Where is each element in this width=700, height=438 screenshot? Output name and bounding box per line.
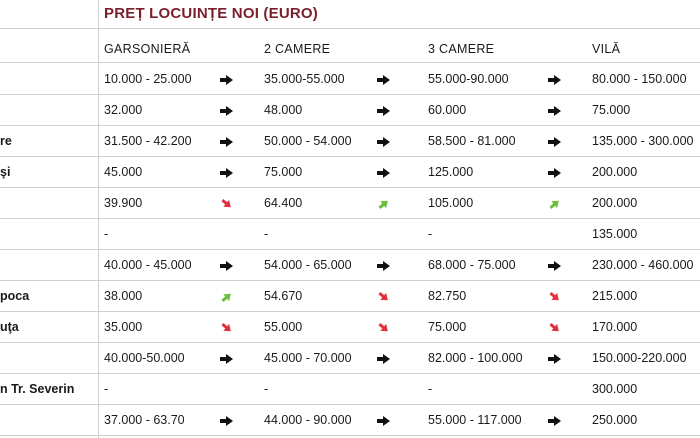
trend-flat-arrow-icon [377,136,391,148]
price-cell: 82.000 - 100.000 [428,351,523,365]
row-city-label: uţa [0,320,19,334]
price-cell: 170.000 [592,320,638,334]
price-cell: 105.000 [428,196,474,210]
price-cell: 68.000 - 75.000 [428,258,516,272]
row-rule [0,435,700,436]
price-cell: 82.750 [428,289,467,303]
price-cell: 31.500 - 42.200 [104,134,192,148]
row-city-label: n Tr. Severin [0,382,75,396]
price-cell: 44.000 - 90.000 [264,413,352,427]
price-cell: 215.000 [592,289,638,303]
price-cell: 125.000 [428,165,474,179]
price-cell: - [428,382,433,396]
price-cell: 40.000 - 45.000 [104,258,192,272]
row-city-label: şi [0,165,11,179]
trend-flat-arrow-icon [377,415,391,427]
price-cell: 10.000 - 25.000 [104,72,192,86]
row-rule [0,404,700,405]
trend-flat-arrow-icon [220,136,234,148]
price-cell: 32.000 [104,103,143,117]
price-cell: 54.000 - 65.000 [264,258,352,272]
row-rule [0,218,700,219]
trend-flat-arrow-icon [220,415,234,427]
trend-flat-arrow-icon [220,167,234,179]
table-title: PREȚ LOCUINȚE NOI (EURO) [104,5,318,22]
column-header-3-rooms: 3 CAMERE [428,42,495,56]
price-cell: 200.000 [592,165,638,179]
price-cell: 45.000 - 70.000 [264,351,352,365]
row-rule [0,280,700,281]
price-cell: - [104,382,109,396]
trend-flat-arrow-icon [377,105,391,117]
trend-down-arrow-icon [548,291,562,303]
row-rule [0,342,700,343]
price-cell: 75.000 [428,320,467,334]
trend-down-arrow-icon [220,322,234,334]
price-cell: 50.000 - 54.000 [264,134,352,148]
row-rule [0,373,700,374]
trend-flat-arrow-icon [548,260,562,272]
trend-up-arrow-icon [220,291,234,303]
trend-up-arrow-icon [377,198,391,210]
price-cell: 230.000 - 460.000 [592,258,694,272]
price-cell: 135.000 - 300.000 [592,134,694,148]
price-cell: 58.500 - 81.000 [428,134,516,148]
price-cell: 54.670 [264,289,303,303]
trend-flat-arrow-icon [548,105,562,117]
row-rule [0,187,700,188]
row-rule [0,125,700,126]
title-rule [0,28,700,29]
column-header-studio: GARSONIERĂ [104,42,191,56]
trend-flat-arrow-icon [548,415,562,427]
price-cell: 40.000-50.000 [104,351,185,365]
row-city-label: re [0,134,12,148]
price-cell: - [264,227,269,241]
row-rule [0,94,700,95]
column-header-villa: VILĂ [592,42,621,56]
trend-flat-arrow-icon [377,167,391,179]
row-rule [0,249,700,250]
price-cell: 37.000 - 63.70 [104,413,185,427]
column-header-2-rooms: 2 CAMERE [264,42,331,56]
price-cell: 35.000 [104,320,143,334]
price-cell: - [428,227,433,241]
trend-flat-arrow-icon [548,74,562,86]
price-cell: 135.000 [592,227,638,241]
price-cell: 38.000 [104,289,143,303]
price-cell: 35.000-55.000 [264,72,345,86]
price-cell: 64.400 [264,196,303,210]
price-cell: - [264,382,269,396]
price-cell: 300.000 [592,382,638,396]
trend-down-arrow-icon [548,322,562,334]
price-cell: 45.000 [104,165,143,179]
trend-down-arrow-icon [377,322,391,334]
price-cell: 60.000 [428,103,467,117]
trend-flat-arrow-icon [548,353,562,365]
price-cell: 200.000 [592,196,638,210]
trend-flat-arrow-icon [548,167,562,179]
price-cell: 55.000-90.000 [428,72,509,86]
row-rule [0,311,700,312]
trend-flat-arrow-icon [220,260,234,272]
trend-flat-arrow-icon [377,74,391,86]
price-cell: - [104,227,109,241]
price-cell: 250.000 [592,413,638,427]
trend-flat-arrow-icon [377,260,391,272]
row-rule [0,156,700,157]
price-cell: 55.000 - 117.000 [428,413,522,427]
price-cell: 150.000-220.000 [592,351,687,365]
price-cell: 75.000 [592,103,631,117]
price-cell: 48.000 [264,103,303,117]
trend-down-arrow-icon [220,198,234,210]
price-cell: 55.000 [264,320,303,334]
trend-flat-arrow-icon [377,353,391,365]
trend-flat-arrow-icon [220,105,234,117]
trend-down-arrow-icon [377,291,391,303]
row-city-label: poca [0,289,30,303]
price-cell: 75.000 [264,165,303,179]
price-cell: 80.000 - 150.000 [592,72,687,86]
trend-flat-arrow-icon [548,136,562,148]
header-rule [0,62,700,63]
trend-flat-arrow-icon [220,74,234,86]
trend-flat-arrow-icon [220,353,234,365]
trend-up-arrow-icon [548,198,562,210]
price-cell: 39.900 [104,196,143,210]
